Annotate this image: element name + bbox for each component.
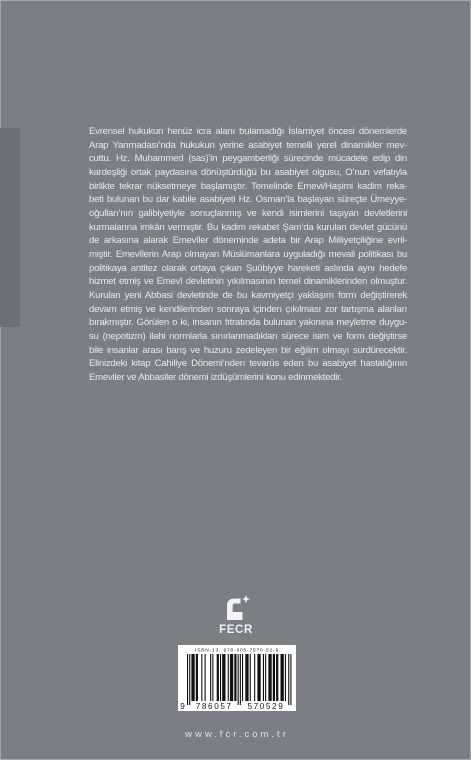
barcode-bar [191,654,194,701]
barcode-bar [281,654,284,701]
blurb-line: beti bulunan bu dar kabile asabiyeti Hz. Osman’la başlayan süreçte Ümeyye- [89,194,407,206]
barcode-guard-bar [240,654,241,705]
barcode-bar [245,654,248,701]
blurb-line: kardeşliği ortak paydasına dönüştürdüğü bu asabiyet olgusu, O’nun vefatıyla [89,167,407,179]
blurb-line: Evrensel hukukun henüz icra alanı bulamadığı İslamiyet öncesi dönemlerde [89,126,407,137]
barcode-bar [285,654,286,701]
barcode-bar [222,654,225,701]
barcode-bar [263,654,264,701]
barcode-bar [201,654,202,701]
barcode-bar [205,654,206,701]
blurb-line: Kurulan yeni Abbasi devletinde de bu kavmiyetçi yaklaşım form değiştirerek [89,290,407,302]
isbn-barcode [178,645,296,711]
barcode-bar [228,654,229,701]
barcode-guard-bar [238,654,239,705]
blurb-line: Arap Yarımadası’nda hukukun yerine asabiyet temelli yerel dinamikler mev- [89,139,407,151]
blurb-line: politikaya antitez olarak ortaya çıkan Şuûbiyye hareketi aslında aynı hedefe [89,262,407,274]
barcode-left-digits: 786057 [195,702,233,711]
blurb-line: de arkasına alarak Emevîler döneminde adeta bir Arap Milliyetçiliğine evril- [89,235,407,247]
blurb-line: Emeviler ve Abbasiler dönemi izdüşümlerini konu edinmektedir. [89,372,342,384]
barcode-bar [210,654,211,701]
barcode-guard-bar [290,654,291,705]
barcode-bar [268,654,271,701]
blurb-line: Elinizdeki kitap Cahiliye Dönemi’nden tevarüs eden bu asabiyet hastalığının [89,358,407,370]
barcode-bar [220,654,221,701]
barcode-bar [250,654,251,701]
blurb-line: cuttu. Hz. Muhammed (sas)’in peygamberliği sürecinde mücadele edip din [89,153,407,165]
barcode-bar [230,654,233,701]
blurb-line: birlikte tekrar nüksetmeye başlamıştır. Temelinde Emevi/Haşimi kadim reka- [89,180,407,192]
barcode-bar [212,654,213,701]
barcode-bar [273,654,275,701]
barcode-guard-bar [187,654,188,705]
barcode-guard-bar [288,654,289,705]
blurb-line: miştir. Emevîlerin Arap olmayan Müslümanlara uyguladığı mevali politikası bu [89,249,407,261]
barcode-leading-digit: 9 [180,702,185,711]
blurb-text [89,125,407,385]
publisher-website: www.fcr.com.tr [185,729,289,740]
blurb-line: hizmet etmiş ve Emevî devletinin yıkılmasının temel dinamiklerinden olmuştur. [89,276,407,288]
barcode-right-digits: 570529 [247,702,285,711]
barcode-bar [276,654,278,701]
barcode-bar [196,654,198,701]
barcode-bar [217,654,219,701]
isbn-label: ISBN-13: 978-605-7570-52-9 [195,648,279,654]
spine-edge-strip [0,128,20,327]
blurb-line: kurmalarına imkân vermiştir. Bu kadim rekabet Şam’da kurulan devlet gücünü [89,221,407,233]
blurb-line: su (nepotizm) ilahi normlarla sınırlanmadıkları sürece isim ve form değiştirse [89,331,407,343]
barcode-bar [242,654,243,701]
blurb-line: bırakmıştır. Görülen o ki, insanın fıtratında bulunan yakınına meyletme duygu- [89,317,407,329]
blurb-line: oğulları’nın galibiyetiyle sonuçlanmış ve kendi isimlerini taşıyan devletlerini [89,208,407,220]
barcode-guard-bar [189,654,190,705]
barcode-bar [254,654,255,701]
publisher-logo [216,594,256,636]
blurb-line: devam etmiş ve kendilerinden sonraya içinden çıkılması zor tartışma alanları [89,303,407,315]
barcode-bar [265,654,266,701]
fecr-logo-icon [221,594,251,621]
blurb-line: bile insanlar arası barış ve huzuru zedeleyen bir eğilim olmayı sürdürecektir. [89,344,407,356]
barcode-bar [257,654,260,701]
publisher-name: FECR [219,624,253,636]
barcode-bar [234,654,236,701]
